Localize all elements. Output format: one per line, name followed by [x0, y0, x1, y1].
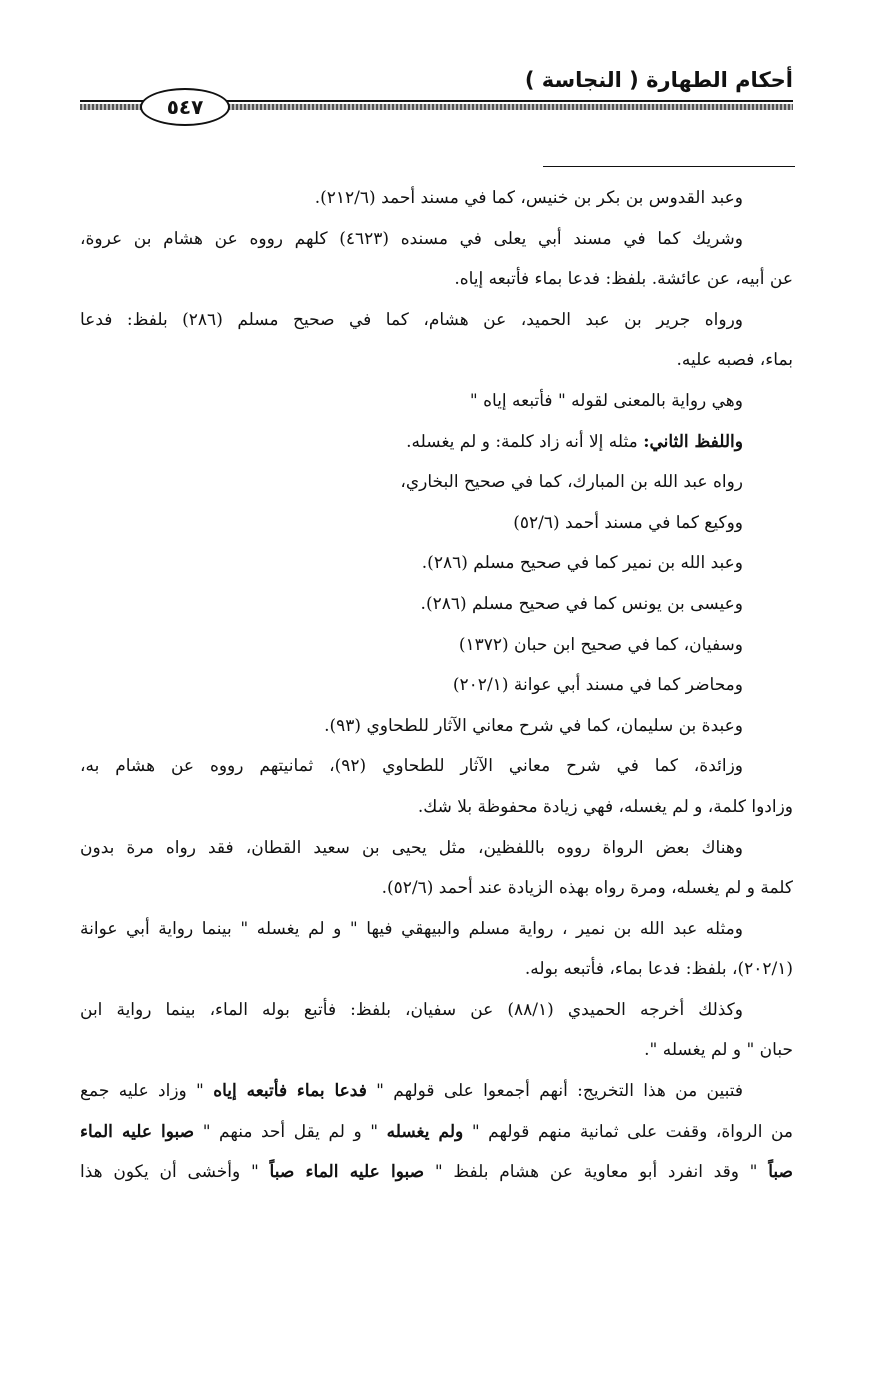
page-body	[80, 178, 793, 1193]
text-line: كلمة و لم يغسله، ومرة رواه بهذه الزيادة عند أحمد (٥٢/٦).	[381, 878, 793, 899]
text-segment: " وأخشى أن يكون هذا	[80, 1162, 259, 1183]
book-title: أحكام الطهارة ( النجاسة )	[524, 68, 793, 92]
text-line: حبان " و لم يغسله ".	[644, 1040, 793, 1061]
text-line: وعبدة بن سليمان، كما في شرح معاني الآثار للطحاوي (٩٣).	[324, 715, 743, 736]
text-line: ووكيع كما في مسند أحمد (٥٢/٦)	[513, 512, 743, 533]
quoted-wording: صبوا عليه الماء	[80, 1121, 195, 1142]
second-wording-label: واللفظ الثاني:	[643, 431, 743, 452]
text-segment: " وقد انفرد أبو معاوية عن هشام بلفظ "	[434, 1162, 758, 1183]
page-number: ٥٤٧	[140, 88, 230, 126]
text-line: وزادوا كلمة، و لم يغسله، فهي زيادة محفوظة بلا شك.	[417, 796, 793, 817]
text-line	[80, 1071, 793, 1112]
text-line: وهي رواية بالمعنى لقوله " فأتبعه إياه "	[469, 390, 743, 411]
quoted-wording: صبوا عليه الماء صباً	[269, 1162, 425, 1183]
text-line	[80, 1152, 793, 1193]
text-segment: من الرواة، وقفت على ثمانية منهم قولهم "	[471, 1121, 793, 1142]
quoted-wording: فدعا بماء فأتبعه إياه	[213, 1081, 367, 1102]
text-line: بماء، فصبه عليه.	[676, 350, 793, 371]
text-line: وسفيان، كما في صحيح ابن حبان (١٣٧٢)	[458, 634, 743, 655]
text-line: ومثله عبد الله بن نمير ، رواية مسلم والبيهقي فيها " و لم يغسله " بينما رواية أبي عوانة	[80, 918, 743, 939]
text-line: وشريك كما في مسند أبي يعلى في مسنده (٤٦٢٣) كلهم رووه عن هشام بن عروة،	[80, 228, 744, 249]
text-line	[80, 422, 793, 463]
text-line: ورواه جرير بن عبد الحميد، عن هشام، كما في صحيح مسلم (٢٨٦) بلفظ: فدعا	[80, 309, 743, 330]
quoted-wording: صباً	[768, 1162, 793, 1183]
text-line: ومحاضر كما في مسند أبي عوانة (٢٠٢/١)	[452, 675, 743, 696]
text-line: وكذلك أخرجه الحميدي (٨٨/١) عن سفيان، بلفظ: فأتبع بوله الماء، بينما رواية ابن	[80, 999, 743, 1020]
text-line: وعبد القدوس بن بكر بن خنيس، كما في مسند أحمد (٢١٢/٦).	[314, 188, 743, 208]
text-segment: " و لم يقل أحد منهم "	[202, 1121, 379, 1142]
text-line: وزائدة، كما في شرح معاني الآثار للطحاوي (٩٢)، ثمانيتهم رووه عن هشام به،	[80, 756, 743, 777]
text-segment: فتبين من هذا التخريج: أنهم أجمعوا على قولهم "	[376, 1081, 744, 1102]
text-line: وعبد الله بن نمير كما في صحيح مسلم (٢٨٦).	[421, 553, 743, 574]
text-line: عن أبيه، عن عائشة. بلفظ: فدعا بماء فأتبعه إياه.	[454, 269, 793, 290]
footnote-rule	[543, 166, 795, 167]
text-line: وهناك بعض الرواة رووه باللفظين، مثل يحيى بن سعيد القطان، فقد رواه مرة بدون	[80, 837, 743, 858]
text-line: رواه عبد الله بن المبارك، كما في صحيح البخاري،	[400, 472, 743, 493]
text-line	[80, 1112, 793, 1153]
running-header	[80, 60, 793, 130]
quoted-wording: ولم يغسله	[386, 1121, 464, 1142]
text-line: (٢٠٢/١)، بلفظ: فدعا بماء، فأتبعه بوله.	[524, 959, 793, 980]
text-segment: مثله إلا أنه زاد كلمة: و لم يغسله.	[406, 431, 638, 452]
text-line: وعيسى بن يونس كما في صحيح مسلم (٢٨٦).	[420, 593, 743, 614]
text-segment: " وزاد عليه جمع	[80, 1081, 204, 1102]
